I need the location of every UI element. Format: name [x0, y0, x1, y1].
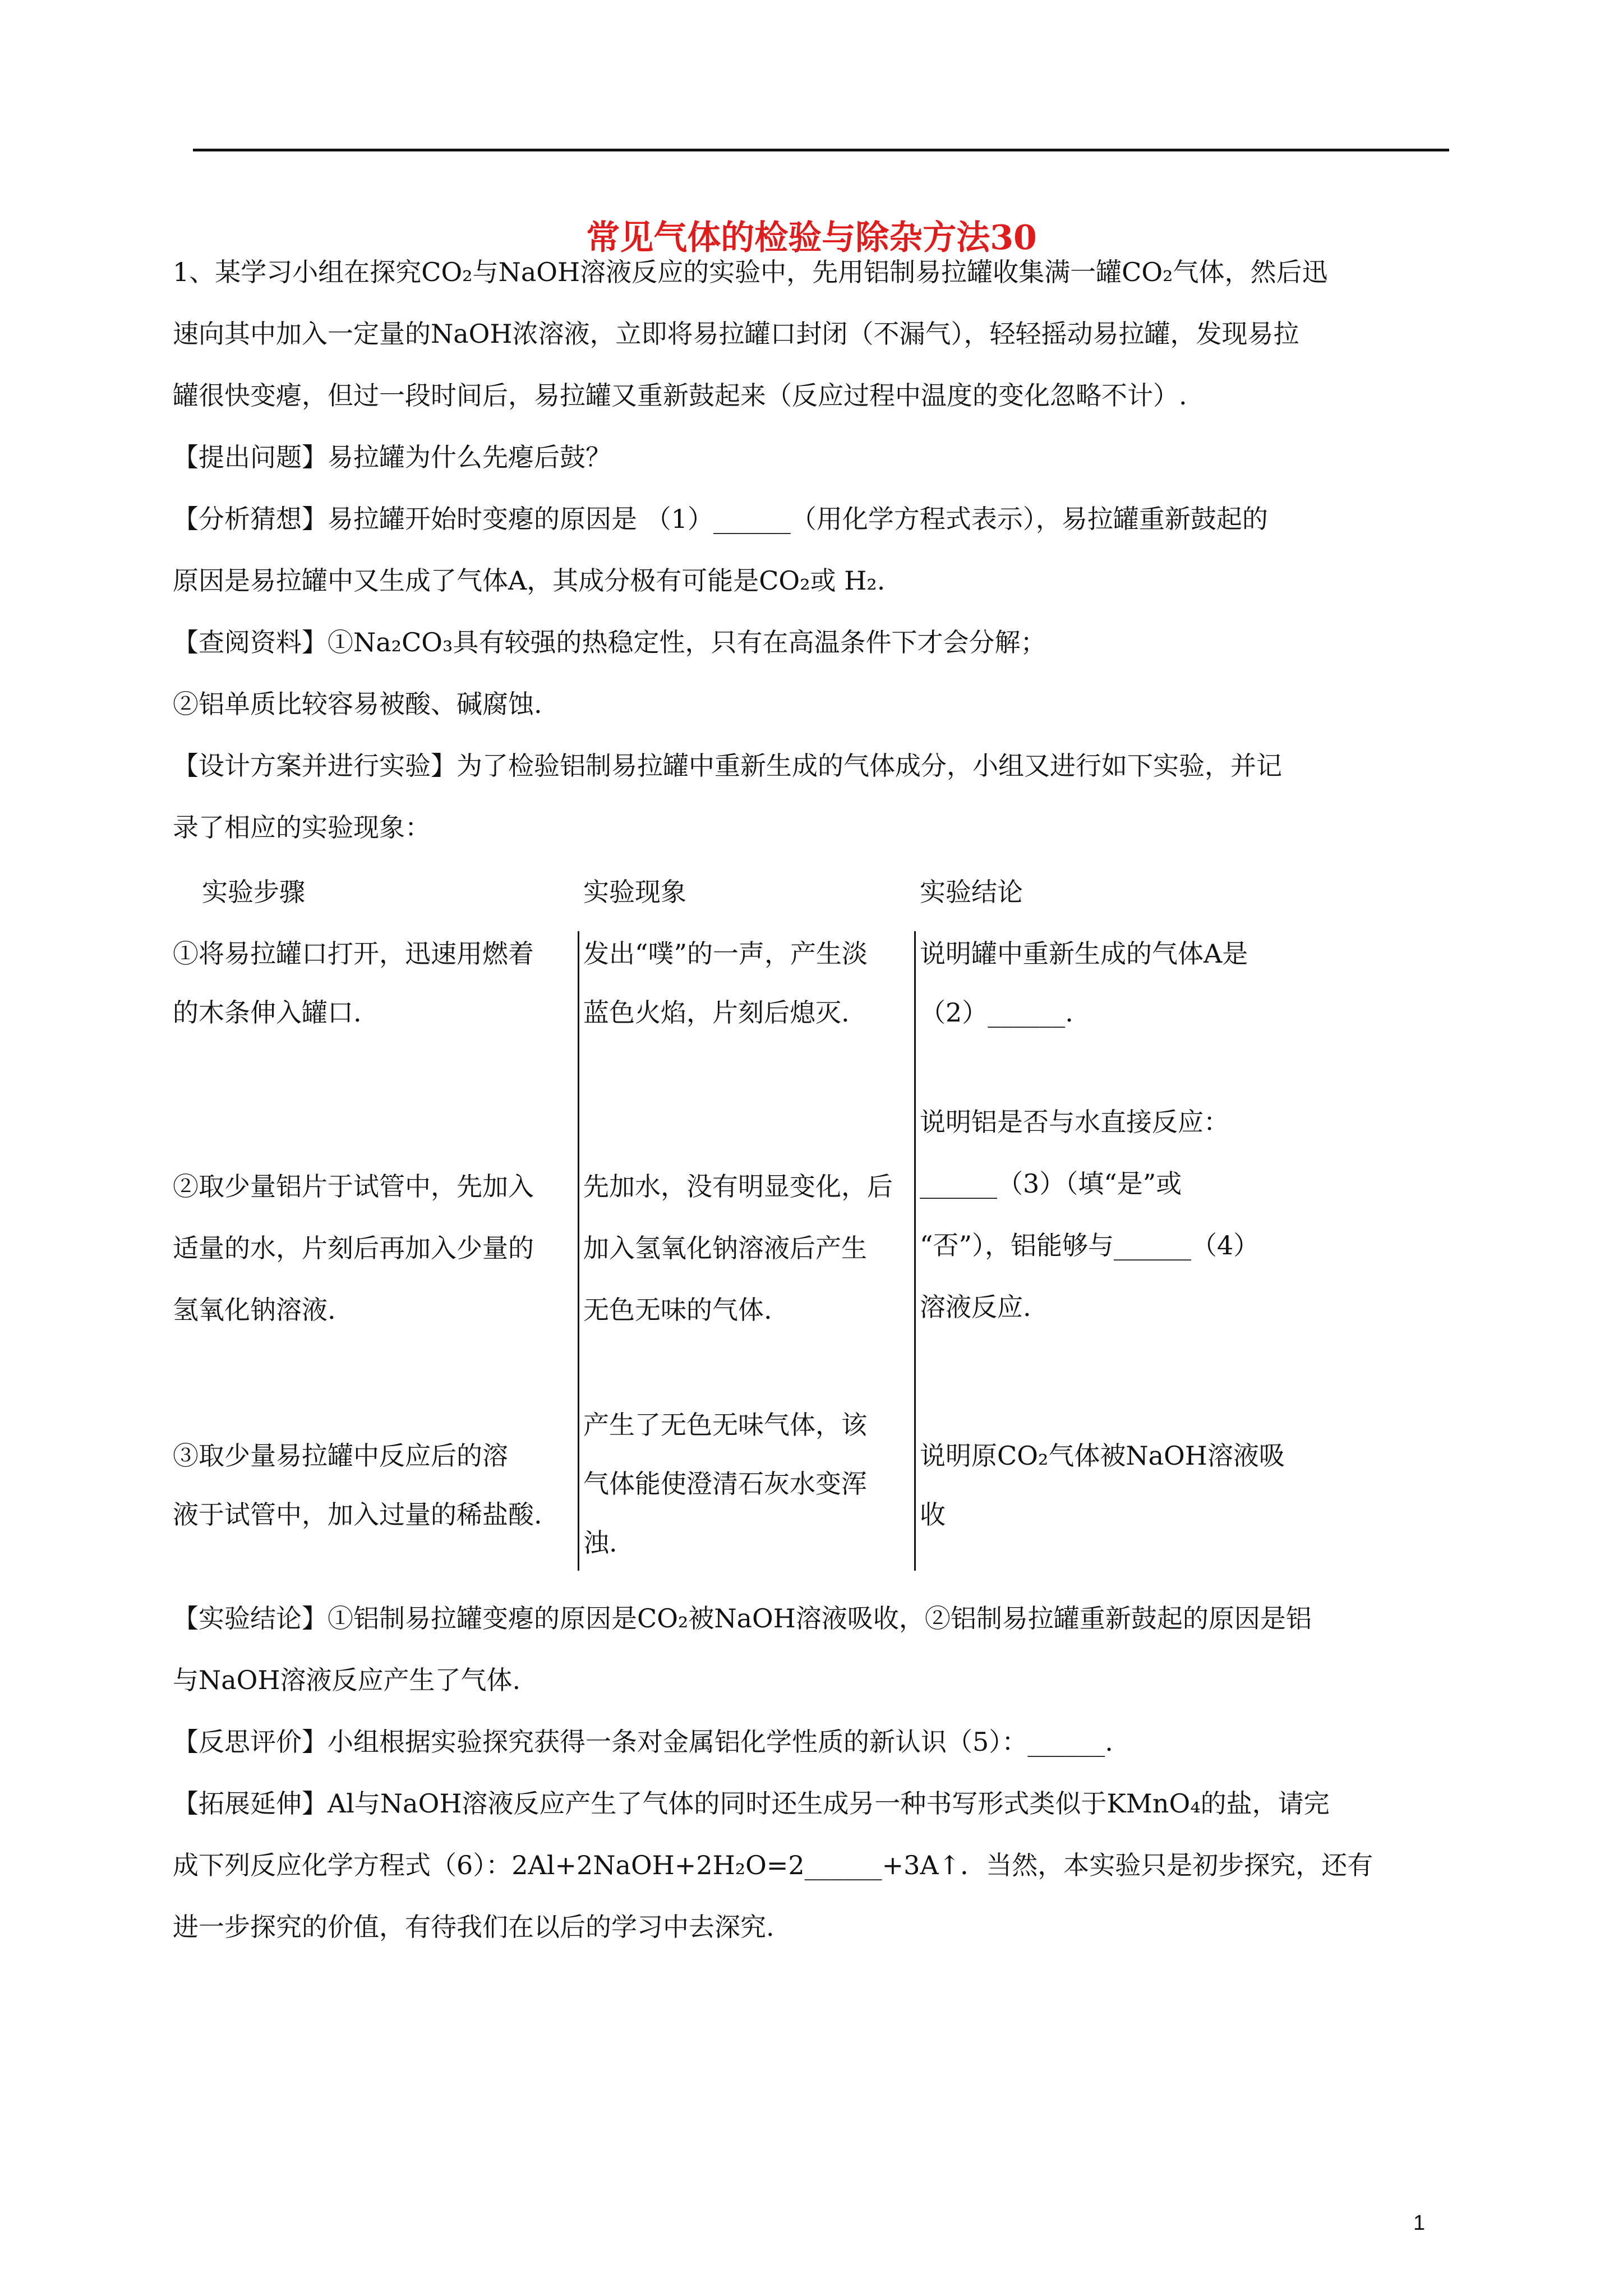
problem-line-2: 速向其中加入一定量的NaOH浓溶液，立即将易拉罐口封闭（不漏气），轻轻摇动易拉罐，发现易拉 — [173, 319, 1299, 349]
table-row-1-step-1: ①将易拉罐口打开，迅速用燃着 — [173, 938, 534, 969]
table-row-1-step-2: 的木条伸入罐口. — [173, 997, 362, 1028]
table-row-3-phenomenon-2: 气体能使澄清石灰水变浑 — [583, 1469, 867, 1499]
page-number: 1 — [1413, 2211, 1426, 2235]
design-line-1: 【设计方案并进行实验】为了检验铝制易拉罐中重新生成的气体成分，小组又进行如下实验，并记 — [173, 751, 1282, 781]
table-row-2-phenomenon-3: 无色无味的气体. — [583, 1295, 772, 1325]
header-rule — [193, 149, 1449, 151]
problem-line-1: 1、某学习小组在探究CO₂与NaOH溶液反应的实验中，先用铝制易拉罐收集满一罐CO₂气体，然后迅 — [173, 257, 1328, 287]
table-column-divider — [578, 931, 579, 1571]
table-row-3-phenomenon-1: 产生了无色无味气体，该 — [583, 1410, 867, 1440]
table-row-2-phenomenon-1: 先加水，没有明显变化，后 — [583, 1171, 893, 1202]
table-row-1-phenomenon-2: 蓝色火焰，片刻后熄灭. — [583, 997, 850, 1028]
table-header-step: 实验步骤 — [202, 877, 305, 907]
table-row-3-step-2: 液于试管中，加入过量的稀盐酸. — [173, 1499, 542, 1530]
question-line: 【提出问题】易拉罐为什么先瘪后鼓？ — [173, 442, 611, 472]
result-line-2: 与NaOH溶液反应产生了气体. — [173, 1665, 521, 1695]
table-row-2-conclusion-4: 溶液反应. — [920, 1292, 1031, 1322]
page-title: 常见气体的检验与除杂方法30 — [586, 218, 1037, 257]
table-row-3-conclusion-1: 说明原CO₂气体被NaOH溶液吸 — [920, 1441, 1285, 1471]
table-header-conclusion: 实验结论 — [920, 877, 1023, 907]
table-row-3-phenomenon-3: 浊. — [583, 1527, 617, 1558]
problem-line-3: 罐很快变瘪，但过一段时间后，易拉罐又重新鼓起来（反应过程中温度的变化忽略不计）. — [173, 380, 1187, 411]
reflect-line: 【反思评价】小组根据实验探究获得一条对金属铝化学性质的新认识（5）：______. — [173, 1727, 1113, 1757]
table-row-3-step-1: ③取少量易拉罐中反应后的溶 — [173, 1441, 508, 1471]
table-row-2-step-2: 适量的水，片刻后再加入少量的 — [173, 1233, 534, 1263]
table-row-2-conclusion-1: 说明铝是否与水直接反应： — [920, 1107, 1229, 1137]
info-line-1: 【查阅资料】①Na₂CO₃具有较强的热稳定性，只有在高温条件下才会分解； — [173, 627, 1046, 657]
table-row-2-phenomenon-2: 加入氢氧化钠溶液后产生 — [583, 1233, 867, 1263]
extend-line-2: 成下列反应化学方程式（6）：2Al+2NaOH+2H₂O=2______+3A↑．当然，本实验只是初步探究，还有 — [173, 1850, 1373, 1880]
table-column-divider — [914, 931, 916, 1571]
table-header-phenomenon: 实验现象 — [583, 877, 686, 907]
design-line-2: 录了相应的实验现象： — [173, 812, 431, 843]
info-line-2: ②铝单质比较容易被酸、碱腐蚀. — [173, 689, 542, 719]
extend-line-1: 【拓展延伸】Al与NaOH溶液反应产生了气体的同时还生成另一种书写形式类似于KMnO₄的盐，请完 — [173, 1788, 1330, 1819]
table-row-3-conclusion-2: 收 — [920, 1499, 946, 1530]
table-row-1-conclusion-2: （2）______. — [920, 997, 1073, 1028]
table-row-2-step-3: 氢氧化钠溶液. — [173, 1295, 336, 1325]
table-row-2-step-1: ②取少量铝片于试管中，先加入 — [173, 1171, 534, 1202]
result-line-1: 【实验结论】①铝制易拉罐变瘪的原因是CO₂被NaOH溶液吸收，②铝制易拉罐重新鼓起的原因是铝 — [173, 1603, 1312, 1634]
table-row-1-conclusion-1: 说明罐中重新生成的气体A是 — [920, 938, 1248, 969]
extend-line-3: 进一步探究的价值，有待我们在以后的学习中去深究. — [173, 1912, 774, 1942]
table-row-2-conclusion-2: ______（3）（填“是”或 — [920, 1168, 1182, 1199]
table-row-1-phenomenon-1: 发出“噗”的一声，产生淡 — [583, 938, 868, 969]
guess-line-1: 【分析猜想】易拉罐开始时变瘪的原因是 （1）______（用化学方程式表示），易拉罐重新鼓起的 — [173, 504, 1268, 534]
guess-line-2: 原因是易拉罐中又生成了气体A，其成分极有可能是CO₂或 H₂. — [173, 565, 886, 596]
table-row-2-conclusion-3: “否”），铝能够与______（4） — [920, 1230, 1260, 1260]
